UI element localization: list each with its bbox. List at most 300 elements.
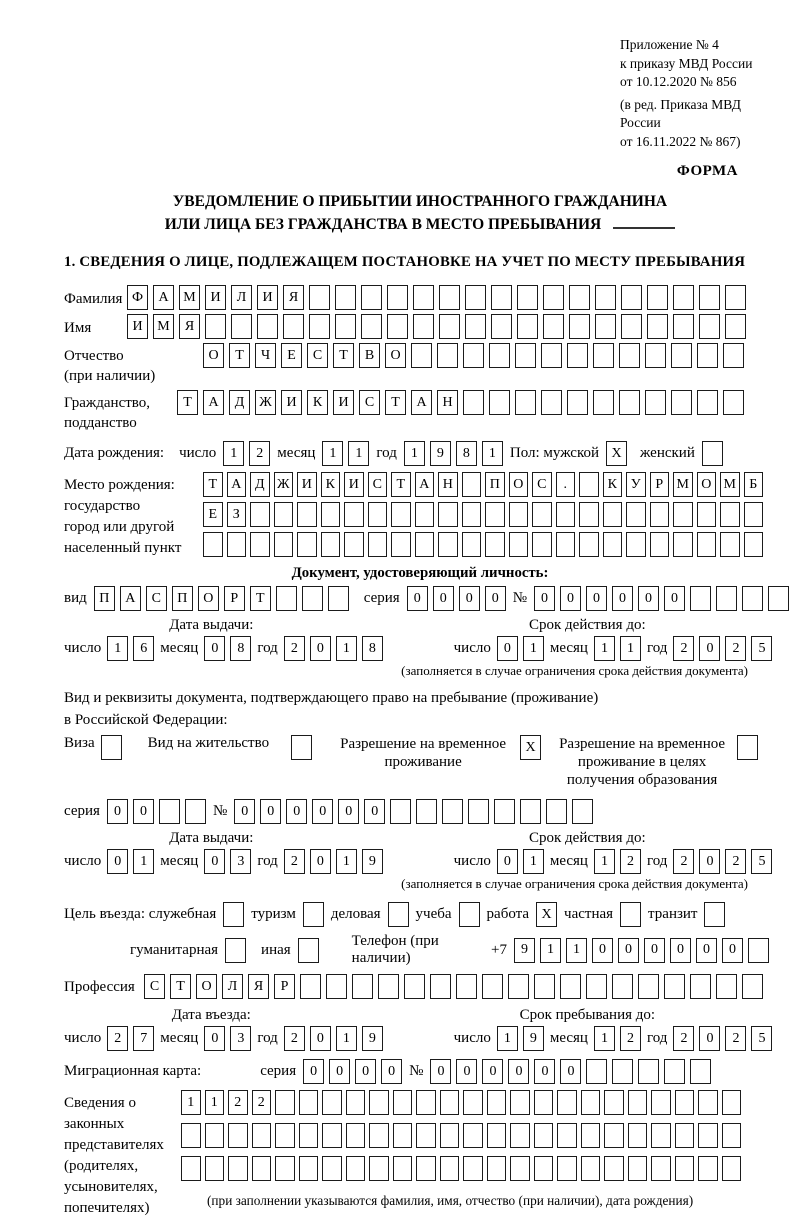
cell[interactable]: Т bbox=[203, 472, 223, 497]
cell[interactable]: 1 bbox=[205, 1090, 225, 1115]
cell[interactable] bbox=[620, 902, 641, 927]
cell[interactable] bbox=[698, 1156, 718, 1181]
cell[interactable]: 9 bbox=[523, 1026, 544, 1051]
res-issue-year-field[interactable] bbox=[284, 849, 383, 874]
cell[interactable] bbox=[485, 502, 505, 527]
cell[interactable]: М bbox=[673, 472, 693, 497]
cell[interactable] bbox=[416, 1090, 436, 1115]
birthplace-field-line1[interactable] bbox=[203, 472, 763, 497]
cell[interactable] bbox=[252, 1156, 272, 1181]
cell[interactable]: 9 bbox=[362, 1026, 383, 1051]
cell[interactable] bbox=[612, 1059, 633, 1084]
cell[interactable] bbox=[626, 532, 646, 557]
cell[interactable] bbox=[579, 472, 599, 497]
cell[interactable] bbox=[638, 1059, 659, 1084]
cell[interactable] bbox=[702, 441, 723, 466]
cell[interactable] bbox=[299, 1123, 319, 1148]
cell[interactable]: А bbox=[411, 390, 432, 415]
birthplace-field-line3[interactable] bbox=[203, 532, 763, 557]
cell[interactable] bbox=[556, 532, 576, 557]
cell[interactable] bbox=[283, 314, 304, 339]
cell[interactable]: 1 bbox=[497, 1026, 518, 1051]
cell[interactable]: О bbox=[198, 586, 219, 611]
cell[interactable]: А bbox=[153, 285, 174, 310]
cell[interactable] bbox=[437, 343, 458, 368]
cell[interactable] bbox=[388, 902, 409, 927]
cell[interactable] bbox=[368, 502, 388, 527]
cell[interactable]: Л bbox=[222, 974, 243, 999]
representatives-field-line1[interactable] bbox=[181, 1090, 741, 1115]
cell[interactable] bbox=[413, 285, 434, 310]
cell[interactable] bbox=[393, 1123, 413, 1148]
cell[interactable]: Е bbox=[281, 343, 302, 368]
doc-issue-year-field[interactable] bbox=[284, 636, 383, 661]
cell[interactable] bbox=[468, 799, 489, 824]
phone-field[interactable] bbox=[514, 938, 769, 963]
cell[interactable] bbox=[664, 1059, 685, 1084]
cell[interactable]: К bbox=[307, 390, 328, 415]
cell[interactable] bbox=[603, 502, 623, 527]
purpose-study-checkbox[interactable] bbox=[459, 902, 480, 927]
cell[interactable]: 2 bbox=[673, 1026, 694, 1051]
cell[interactable] bbox=[257, 314, 278, 339]
cell[interactable]: С bbox=[368, 472, 388, 497]
cell[interactable] bbox=[742, 586, 763, 611]
cell[interactable]: 0 bbox=[430, 1059, 451, 1084]
cell[interactable] bbox=[720, 502, 740, 527]
cell[interactable] bbox=[415, 502, 435, 527]
representatives-field-line2[interactable] bbox=[181, 1123, 741, 1148]
cell[interactable]: 2 bbox=[725, 636, 746, 661]
cell[interactable] bbox=[673, 285, 694, 310]
cell[interactable]: 0 bbox=[534, 1059, 555, 1084]
cell[interactable]: Т bbox=[229, 343, 250, 368]
cell[interactable] bbox=[722, 1156, 742, 1181]
doc-number-field[interactable] bbox=[534, 586, 789, 611]
cell[interactable] bbox=[748, 938, 769, 963]
cell[interactable] bbox=[671, 343, 692, 368]
cell[interactable]: 0 bbox=[329, 1059, 350, 1084]
migration-card-series-field[interactable] bbox=[303, 1059, 402, 1084]
surname-field[interactable] bbox=[127, 285, 746, 310]
cell[interactable] bbox=[250, 532, 270, 557]
cell[interactable] bbox=[361, 314, 382, 339]
cell[interactable] bbox=[185, 799, 206, 824]
cell[interactable]: 0 bbox=[204, 1026, 225, 1051]
cell[interactable]: 1 bbox=[594, 636, 615, 661]
cell[interactable] bbox=[335, 285, 356, 310]
cell[interactable] bbox=[181, 1156, 201, 1181]
cell[interactable]: А bbox=[227, 472, 247, 497]
cell[interactable] bbox=[699, 314, 720, 339]
cell[interactable] bbox=[744, 502, 764, 527]
doc-valid-day-field[interactable] bbox=[497, 636, 544, 661]
doc-issue-month-field[interactable] bbox=[204, 636, 251, 661]
cell[interactable] bbox=[369, 1090, 389, 1115]
cell[interactable] bbox=[510, 1090, 530, 1115]
cell[interactable]: Р bbox=[650, 472, 670, 497]
cell[interactable] bbox=[593, 390, 614, 415]
cell[interactable]: 0 bbox=[133, 799, 154, 824]
cell[interactable]: 0 bbox=[286, 799, 307, 824]
cell[interactable]: 7 bbox=[133, 1026, 154, 1051]
cell[interactable] bbox=[456, 974, 477, 999]
cell[interactable]: З bbox=[227, 502, 247, 527]
cell[interactable] bbox=[326, 974, 347, 999]
cell[interactable]: X bbox=[536, 902, 557, 927]
cell[interactable]: 1 bbox=[566, 938, 587, 963]
cell[interactable] bbox=[515, 343, 536, 368]
cell[interactable]: 3 bbox=[230, 1026, 251, 1051]
cell[interactable] bbox=[543, 314, 564, 339]
cell[interactable] bbox=[647, 285, 668, 310]
cell[interactable]: С bbox=[359, 390, 380, 415]
cell[interactable]: 2 bbox=[725, 849, 746, 874]
cell[interactable]: 0 bbox=[485, 586, 506, 611]
citizenship-field[interactable] bbox=[177, 390, 744, 415]
cell[interactable] bbox=[101, 735, 122, 760]
temp-permit-edu-checkbox[interactable] bbox=[737, 735, 758, 760]
sex-male-checkbox[interactable] bbox=[606, 441, 627, 466]
cell[interactable] bbox=[716, 586, 737, 611]
cell[interactable] bbox=[440, 1123, 460, 1148]
purpose-business-checkbox[interactable] bbox=[388, 902, 409, 927]
cell[interactable] bbox=[722, 1090, 742, 1115]
temp-permit-checkbox[interactable] bbox=[520, 735, 541, 760]
cell[interactable] bbox=[309, 314, 330, 339]
cell[interactable] bbox=[335, 314, 356, 339]
cell[interactable] bbox=[697, 502, 717, 527]
cell[interactable] bbox=[581, 1156, 601, 1181]
cell[interactable]: Б bbox=[744, 472, 764, 497]
purpose-work-checkbox[interactable] bbox=[536, 902, 557, 927]
cell[interactable] bbox=[716, 974, 737, 999]
cell[interactable]: Р bbox=[274, 974, 295, 999]
cell[interactable] bbox=[440, 1090, 460, 1115]
cell[interactable] bbox=[393, 1156, 413, 1181]
cell[interactable]: 0 bbox=[312, 799, 333, 824]
cell[interactable] bbox=[309, 285, 330, 310]
cell[interactable] bbox=[415, 532, 435, 557]
cell[interactable] bbox=[463, 1156, 483, 1181]
cell[interactable] bbox=[494, 799, 515, 824]
cell[interactable] bbox=[225, 938, 246, 963]
cell[interactable] bbox=[275, 1123, 295, 1148]
cell[interactable] bbox=[647, 314, 668, 339]
name-field[interactable] bbox=[127, 314, 746, 339]
cell[interactable] bbox=[595, 285, 616, 310]
cell[interactable] bbox=[619, 390, 640, 415]
cell[interactable] bbox=[567, 343, 588, 368]
cell[interactable] bbox=[697, 390, 718, 415]
cell[interactable] bbox=[557, 1090, 577, 1115]
cell[interactable]: О bbox=[385, 343, 406, 368]
birth-day-field[interactable] bbox=[223, 441, 270, 466]
cell[interactable]: О bbox=[203, 343, 224, 368]
cell[interactable]: 0 bbox=[310, 849, 331, 874]
cell[interactable] bbox=[491, 285, 512, 310]
cell[interactable]: 2 bbox=[284, 636, 305, 661]
cell[interactable]: 0 bbox=[204, 849, 225, 874]
cell[interactable]: 1 bbox=[594, 849, 615, 874]
cell[interactable] bbox=[510, 1156, 530, 1181]
cell[interactable]: Т bbox=[170, 974, 191, 999]
cell[interactable] bbox=[510, 1123, 530, 1148]
cell[interactable]: 0 bbox=[638, 586, 659, 611]
cell[interactable] bbox=[517, 314, 538, 339]
cell[interactable] bbox=[628, 1090, 648, 1115]
cell[interactable] bbox=[463, 390, 484, 415]
cell[interactable]: И bbox=[297, 472, 317, 497]
migration-card-number-field[interactable] bbox=[430, 1059, 711, 1084]
cell[interactable]: 8 bbox=[230, 636, 251, 661]
cell[interactable] bbox=[413, 314, 434, 339]
cell[interactable] bbox=[228, 1156, 248, 1181]
cell[interactable]: Д bbox=[229, 390, 250, 415]
cell[interactable]: Н bbox=[437, 390, 458, 415]
purpose-humanitarian-checkbox[interactable] bbox=[225, 938, 246, 963]
cell[interactable] bbox=[462, 502, 482, 527]
cell[interactable]: 1 bbox=[482, 441, 503, 466]
cell[interactable]: 0 bbox=[534, 586, 555, 611]
cell[interactable] bbox=[459, 902, 480, 927]
cell[interactable] bbox=[368, 532, 388, 557]
cell[interactable] bbox=[205, 314, 226, 339]
cell[interactable] bbox=[438, 532, 458, 557]
cell[interactable] bbox=[430, 974, 451, 999]
cell[interactable]: Т bbox=[333, 343, 354, 368]
cell[interactable] bbox=[546, 799, 567, 824]
cell[interactable]: 0 bbox=[381, 1059, 402, 1084]
cell[interactable] bbox=[462, 472, 482, 497]
cell[interactable]: 0 bbox=[107, 799, 128, 824]
cell[interactable] bbox=[299, 1156, 319, 1181]
cell[interactable]: С bbox=[532, 472, 552, 497]
cell[interactable] bbox=[671, 390, 692, 415]
cell[interactable] bbox=[442, 799, 463, 824]
cell[interactable] bbox=[203, 532, 223, 557]
cell[interactable]: 0 bbox=[722, 938, 743, 963]
cell[interactable] bbox=[722, 1123, 742, 1148]
cell[interactable] bbox=[250, 502, 270, 527]
cell[interactable] bbox=[508, 974, 529, 999]
cell[interactable]: 0 bbox=[310, 636, 331, 661]
cell[interactable] bbox=[645, 343, 666, 368]
cell[interactable] bbox=[628, 1123, 648, 1148]
res-valid-month-field[interactable] bbox=[594, 849, 641, 874]
cell[interactable] bbox=[742, 974, 763, 999]
cell[interactable]: 0 bbox=[699, 1026, 720, 1051]
cell[interactable]: 1 bbox=[336, 1026, 357, 1051]
cell[interactable] bbox=[463, 1090, 483, 1115]
cell[interactable] bbox=[489, 343, 510, 368]
cell[interactable]: Е bbox=[203, 502, 223, 527]
cell[interactable] bbox=[603, 532, 623, 557]
cell[interactable] bbox=[579, 532, 599, 557]
stay-year-field[interactable] bbox=[673, 1026, 772, 1051]
cell[interactable]: С bbox=[307, 343, 328, 368]
cell[interactable]: А bbox=[203, 390, 224, 415]
cell[interactable]: 1 bbox=[133, 849, 154, 874]
cell[interactable]: 1 bbox=[523, 849, 544, 874]
cell[interactable] bbox=[291, 735, 312, 760]
cell[interactable]: 2 bbox=[673, 849, 694, 874]
cell[interactable] bbox=[569, 285, 590, 310]
cell[interactable]: П bbox=[485, 472, 505, 497]
cell[interactable]: 1 bbox=[594, 1026, 615, 1051]
purpose-private-checkbox[interactable] bbox=[620, 902, 641, 927]
cell[interactable] bbox=[673, 314, 694, 339]
cell[interactable]: М bbox=[179, 285, 200, 310]
cell[interactable] bbox=[321, 532, 341, 557]
cell[interactable]: 0 bbox=[696, 938, 717, 963]
cell[interactable] bbox=[369, 1156, 389, 1181]
birthplace-field-line2[interactable] bbox=[203, 502, 763, 527]
cell[interactable] bbox=[664, 974, 685, 999]
cell[interactable] bbox=[567, 390, 588, 415]
cell[interactable] bbox=[344, 502, 364, 527]
cell[interactable] bbox=[404, 974, 425, 999]
cell[interactable]: Т bbox=[177, 390, 198, 415]
cell[interactable]: 2 bbox=[284, 1026, 305, 1051]
doc-valid-month-field[interactable] bbox=[594, 636, 641, 661]
cell[interactable]: 3 bbox=[230, 849, 251, 874]
cell[interactable]: 0 bbox=[482, 1059, 503, 1084]
cell[interactable] bbox=[297, 502, 317, 527]
cell[interactable] bbox=[297, 532, 317, 557]
cell[interactable] bbox=[276, 586, 297, 611]
cell[interactable] bbox=[378, 974, 399, 999]
cell[interactable] bbox=[440, 1156, 460, 1181]
cell[interactable]: 0 bbox=[497, 849, 518, 874]
cell[interactable] bbox=[690, 1059, 711, 1084]
cell[interactable]: X bbox=[520, 735, 541, 760]
res-valid-year-field[interactable] bbox=[673, 849, 772, 874]
cell[interactable] bbox=[604, 1090, 624, 1115]
cell[interactable] bbox=[275, 1156, 295, 1181]
cell[interactable] bbox=[621, 314, 642, 339]
entry-month-field[interactable] bbox=[204, 1026, 251, 1051]
cell[interactable] bbox=[439, 285, 460, 310]
purpose-official-checkbox[interactable] bbox=[223, 902, 244, 927]
cell[interactable]: 1 bbox=[540, 938, 561, 963]
cell[interactable]: 1 bbox=[336, 636, 357, 661]
cell[interactable]: 0 bbox=[407, 586, 428, 611]
cell[interactable] bbox=[462, 532, 482, 557]
cell[interactable]: С bbox=[144, 974, 165, 999]
res-issue-month-field[interactable] bbox=[204, 849, 251, 874]
cell[interactable] bbox=[595, 314, 616, 339]
cell[interactable] bbox=[463, 343, 484, 368]
cell[interactable]: 0 bbox=[560, 586, 581, 611]
cell[interactable]: К bbox=[321, 472, 341, 497]
cell[interactable] bbox=[697, 343, 718, 368]
cell[interactable] bbox=[586, 1059, 607, 1084]
cell[interactable] bbox=[205, 1123, 225, 1148]
cell[interactable]: И bbox=[127, 314, 148, 339]
cell[interactable]: 5 bbox=[751, 1026, 772, 1051]
doc-valid-year-field[interactable] bbox=[673, 636, 772, 661]
cell[interactable]: 9 bbox=[514, 938, 535, 963]
visa-checkbox[interactable] bbox=[101, 735, 122, 760]
cell[interactable] bbox=[604, 1156, 624, 1181]
cell[interactable]: X bbox=[606, 441, 627, 466]
cell[interactable] bbox=[675, 1123, 695, 1148]
cell[interactable]: 0 bbox=[560, 1059, 581, 1084]
cell[interactable] bbox=[482, 974, 503, 999]
cell[interactable] bbox=[391, 502, 411, 527]
cell[interactable]: О bbox=[697, 472, 717, 497]
cell[interactable] bbox=[532, 502, 552, 527]
cell[interactable]: 2 bbox=[620, 1026, 641, 1051]
cell[interactable]: 0 bbox=[303, 1059, 324, 1084]
cell[interactable] bbox=[737, 735, 758, 760]
cell[interactable]: 1 bbox=[620, 636, 641, 661]
stay-month-field[interactable] bbox=[594, 1026, 641, 1051]
cell[interactable] bbox=[675, 1156, 695, 1181]
cell[interactable] bbox=[485, 532, 505, 557]
cell[interactable] bbox=[491, 314, 512, 339]
cell[interactable] bbox=[612, 974, 633, 999]
cell[interactable] bbox=[387, 285, 408, 310]
cell[interactable] bbox=[621, 285, 642, 310]
cell[interactable] bbox=[628, 1156, 648, 1181]
cell[interactable] bbox=[322, 1156, 342, 1181]
cell[interactable] bbox=[487, 1156, 507, 1181]
cell[interactable]: 0 bbox=[355, 1059, 376, 1084]
cell[interactable] bbox=[690, 586, 711, 611]
cell[interactable] bbox=[650, 502, 670, 527]
cell[interactable] bbox=[520, 799, 541, 824]
cell[interactable] bbox=[720, 532, 740, 557]
cell[interactable]: 0 bbox=[586, 586, 607, 611]
cell[interactable] bbox=[723, 343, 744, 368]
doc-issue-day-field[interactable] bbox=[107, 636, 154, 661]
cell[interactable]: В bbox=[359, 343, 380, 368]
cell[interactable] bbox=[560, 974, 581, 999]
cell[interactable] bbox=[463, 1123, 483, 1148]
cell[interactable] bbox=[321, 502, 341, 527]
cell[interactable]: 2 bbox=[252, 1090, 272, 1115]
cell[interactable] bbox=[675, 1090, 695, 1115]
doc-kind-field[interactable] bbox=[94, 586, 349, 611]
cell[interactable] bbox=[593, 343, 614, 368]
cell[interactable] bbox=[581, 1123, 601, 1148]
cell[interactable] bbox=[556, 502, 576, 527]
cell[interactable] bbox=[393, 1090, 413, 1115]
cell[interactable]: Я bbox=[179, 314, 200, 339]
cell[interactable]: 2 bbox=[673, 636, 694, 661]
cell[interactable] bbox=[391, 532, 411, 557]
cell[interactable]: 1 bbox=[181, 1090, 201, 1115]
cell[interactable]: 1 bbox=[348, 441, 369, 466]
cell[interactable]: 0 bbox=[670, 938, 691, 963]
cell[interactable] bbox=[619, 343, 640, 368]
purpose-other-checkbox[interactable] bbox=[298, 938, 319, 963]
cell[interactable] bbox=[690, 974, 711, 999]
cell[interactable]: И bbox=[344, 472, 364, 497]
cell[interactable] bbox=[300, 974, 321, 999]
cell[interactable]: 2 bbox=[284, 849, 305, 874]
cell[interactable] bbox=[274, 532, 294, 557]
cell[interactable]: Т bbox=[385, 390, 406, 415]
cell[interactable] bbox=[534, 974, 555, 999]
cell[interactable]: 6 bbox=[133, 636, 154, 661]
cell[interactable]: М bbox=[153, 314, 174, 339]
purpose-transit-checkbox[interactable] bbox=[704, 902, 725, 927]
cell[interactable] bbox=[227, 532, 247, 557]
cell[interactable] bbox=[704, 902, 725, 927]
